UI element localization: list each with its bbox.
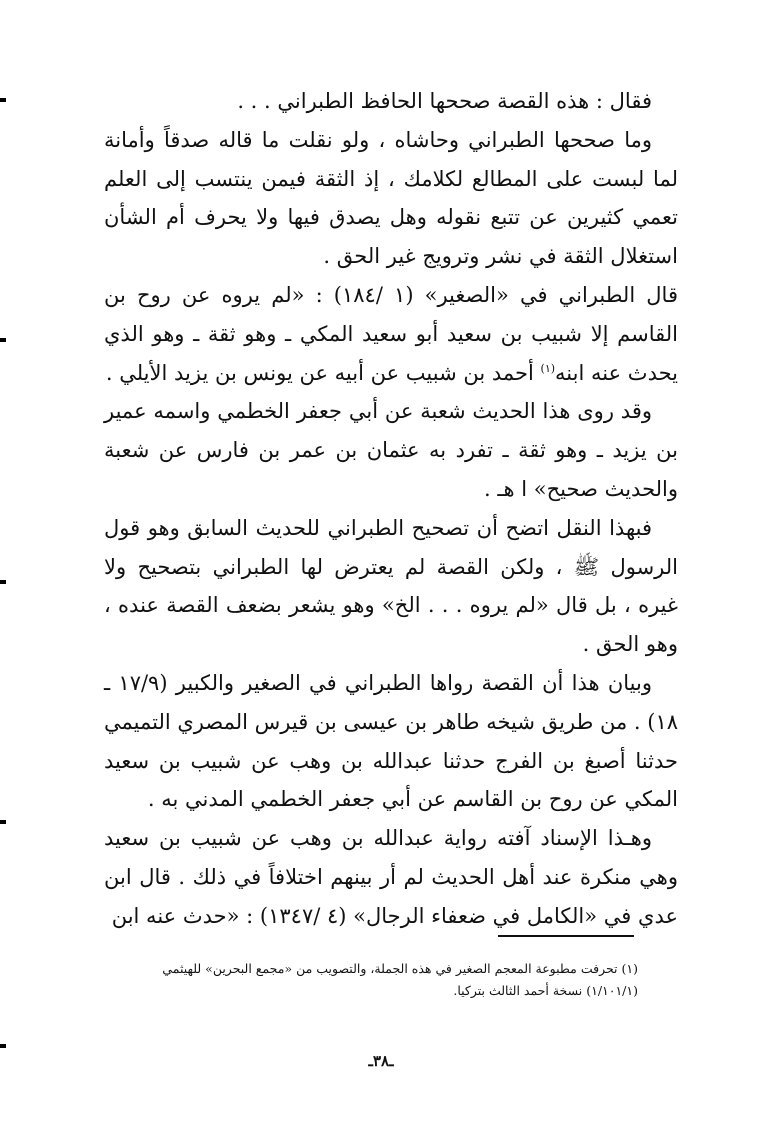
paragraph-4: وقد روى هذا الحديث شعبة عن أبي جعفر الخطمي واسمه عمير بن يزيد ـ وهو ثقة ـ تفرد به عثمان بن عمر بن فارس عن شعبة والحديث صحيح» ا هـ . xyxy=(104,399,678,501)
main-text xyxy=(104,82,678,936)
paragraph-2: وما صححها الطبراني وحاشاه ، ولو نقلت ما قاله صدقاً وأمانة لما لبست على المطالع لكلامك ، إذ الثقة فيمن ينتسب إلى العلم تعمي كثيرين عن تتبع نقوله وهل يصدق فيها ولا يحرف أم الشأن استغلال الثقة في نشر وترويج غير الحق . xyxy=(104,127,678,269)
margin-mark xyxy=(0,820,6,824)
paragraph-5: فبهذا النقل اتضح أن تصحيح الطبراني للحديث السابق وهو قول الرسول ﷺ ، ولكن القصة لم يعترض لها الطبراني بتصحيح ولا غيره ، بل قال «لم يروه . . . الخ» وهو يشعر بضعف القصة عنده ، وهو الحق . xyxy=(104,515,678,657)
paragraph-3 xyxy=(104,276,678,392)
paragraph-3-main: قال الطبراني في «الصغير» (١ /١٨٤) : «لم يروه عن روح بن القاسم إلا شبيب بن سعيد أبو سعيد المكي ـ وهو ثقة ـ وهو الذي يحدث عنه ابنه xyxy=(104,282,678,385)
paragraph-6: وبيان هذا أن القصة رواها الطبراني في الصغير والكبير (١٧/٩ ـ ١٨) . من طريق شيخه طاهر بن عيسى بن قيرس المصري التميمي حدثنا أصبغ بن الفرج حدثنا عبدالله بن وهب عن شبيب بن سعيد المكي عن روح بن القاسم عن أبي جعفر الخطمي المدني به . xyxy=(104,670,678,812)
footnote-line-1: (١) تحرفت مطبوعة المعجم الصغير في هذه الجملة، والتصويب من «مجمع البحرين» للهيثمي xyxy=(162,961,638,976)
margin-mark xyxy=(0,580,6,584)
margin-mark xyxy=(0,98,6,102)
footnote-divider xyxy=(498,935,634,937)
page-number: ـ٣٨ـ xyxy=(368,1052,394,1070)
paragraph-3-tail: أحمد بن شبيب عن أبيه عن يونس بن يزيد الأيلي . xyxy=(105,360,541,385)
paragraph-7: وهـذا الإسناد آفته رواية عبدالله بن وهب عن شبيب بن سعيد وهي منكرة عند أهل الحديث لم أر بينهم اختلافاً في ذلك . قال ابن عدي في «الكامل في ضعفاء الرجال» (٤ /١٣٤٧) : «حدث عنه ابن xyxy=(104,826,678,928)
margin-mark xyxy=(0,338,6,342)
paragraph-1: فقال : هذه القصة صححها الحافظ الطبراني . . . xyxy=(237,89,652,113)
footnote-line-2: (١/١٠١/١) نسخة أحمد الثالث بتركيا. xyxy=(453,983,638,998)
footnote-reference: (١) xyxy=(540,361,556,375)
margin-mark xyxy=(0,1044,6,1048)
footnotes xyxy=(162,958,638,1002)
